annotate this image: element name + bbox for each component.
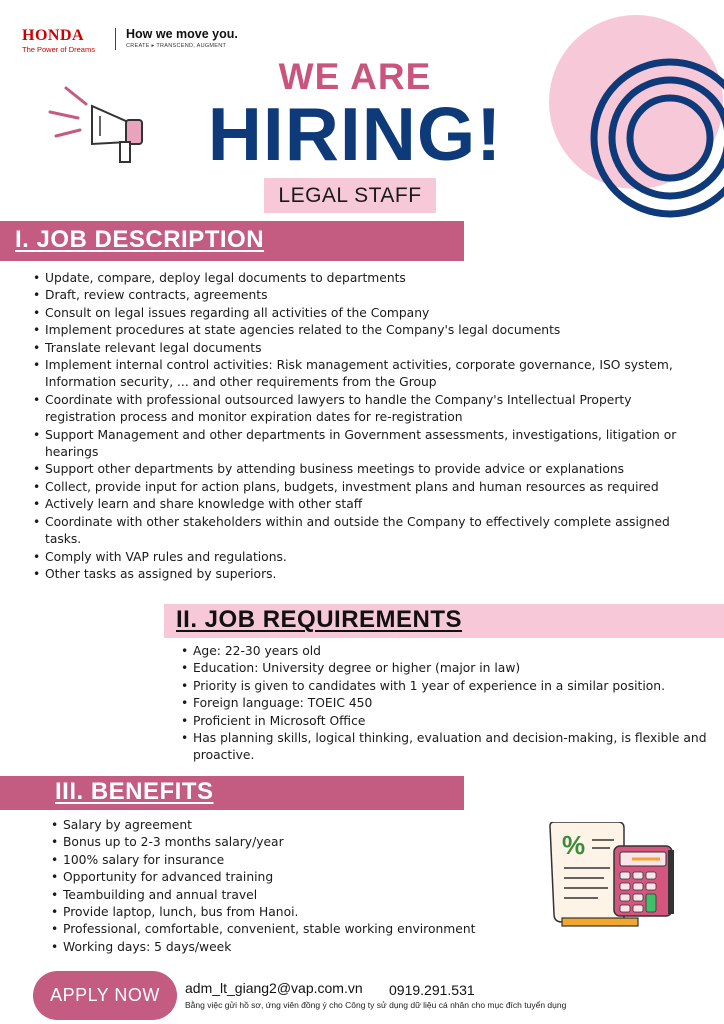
brand-tagline: The Power of Dreams (22, 45, 95, 54)
calculator-document-illustration (548, 822, 678, 928)
contact-phone[interactable]: 0919.291.531 (389, 982, 475, 998)
list-item: • Support Management and other departments in Government assessments, investigations, litigation or hearings (33, 427, 693, 462)
benefits-title: III. BENEFITS (55, 778, 214, 805)
list-item: • Support other departments by attending business meetings to provide advice or explanations (33, 461, 693, 478)
consent-note: Bằng việc gửi hồ sơ, ứng viên đồng ý cho Công ty sử dụng dữ liệu cá nhân cho mục đích tuyển dụng (185, 1000, 567, 1010)
slogan: How we move you. (126, 27, 238, 41)
honda-logo (22, 28, 95, 55)
list-item: • Other tasks as assigned by superiors. (33, 566, 693, 583)
job-description-header (0, 221, 464, 261)
list-item: • Collect, provide input for action plans, budgets, investment plans and human resources as required (33, 479, 693, 496)
brand-name: HONDA (22, 27, 85, 44)
list-item: • Coordinate with professional outsourced lawyers to handle the Company's Intellectual Property registration process and monitor expiration dates for re-registration (33, 392, 693, 427)
slogan-sub: CREATE ▸ TRANSCEND, AUGMENT (126, 43, 227, 49)
list-item: • Translate relevant legal documents (33, 340, 693, 357)
list-item: • Education: University degree or higher (major in law) (181, 660, 721, 677)
list-item: • Professional, comfortable, convenient, stable working environment (51, 921, 531, 938)
job-description-title: I. JOB DESCRIPTION (15, 226, 265, 253)
list-item: • Actively learn and share knowledge with other staff (33, 496, 693, 513)
list-item: • Has planning skills, logical thinking, evaluation and decision-making, is flexible and proactive. (181, 730, 721, 765)
list-item: • Salary by agreement (51, 817, 531, 834)
list-item: • Opportunity for advanced training (51, 869, 531, 886)
list-item: • Draft, review contracts, agreements (33, 287, 693, 304)
list-item: • Working days: 5 days/week (51, 939, 531, 956)
list-item: • Proficient in Microsoft Office (181, 713, 721, 730)
list-item: • Consult on legal issues regarding all activities of the Company (33, 305, 693, 322)
list-item: • Teambuilding and annual travel (51, 887, 531, 904)
job-requirements-list (181, 643, 721, 765)
hero-line-2: HIRING! (207, 92, 503, 176)
job-requirements-header (164, 604, 724, 638)
svg-text:%: % (562, 830, 586, 860)
list-item: • Implement procedures at state agencies related to the Company's legal documents (33, 322, 693, 339)
list-item: • Provide laptop, lunch, bus from Hanoi. (51, 904, 531, 921)
list-item: • Implement internal control activities: Risk management activities, corporate governance, ISO system, Information security, ... and other requirements from the Group (33, 357, 693, 392)
list-item: • Comply with VAP rules and regulations. (33, 549, 693, 566)
benefits-list (51, 817, 531, 956)
list-item: • Foreign language: TOEIC 450 (181, 695, 721, 712)
list-item: • Age: 22-30 years old (181, 643, 721, 660)
list-item: • Coordinate with other stakeholders within and outside the Company to effectively complete assigned tasks. (33, 514, 693, 549)
job-description-list (33, 270, 693, 583)
position-title: LEGAL STAFF (264, 178, 436, 213)
list-item: • Bonus up to 2-3 months salary/year (51, 834, 531, 851)
list-item: • Priority is given to candidates with 1 year of experience in a similar position. (181, 678, 721, 695)
logo-divider (115, 28, 116, 50)
list-item: • 100% salary for insurance (51, 852, 531, 869)
apply-now-button[interactable]: APPLY NOW (33, 971, 177, 1020)
benefits-header (0, 776, 464, 810)
hero-line-1: WE ARE (278, 56, 432, 97)
job-requirements-title: II. JOB REQUIREMENTS (176, 606, 463, 633)
slogan-block (126, 27, 238, 49)
list-item: • Update, compare, deploy legal documents to departments (33, 270, 693, 287)
contact-email[interactable]: adm_lt_giang2@vap.com.vn (185, 980, 363, 996)
